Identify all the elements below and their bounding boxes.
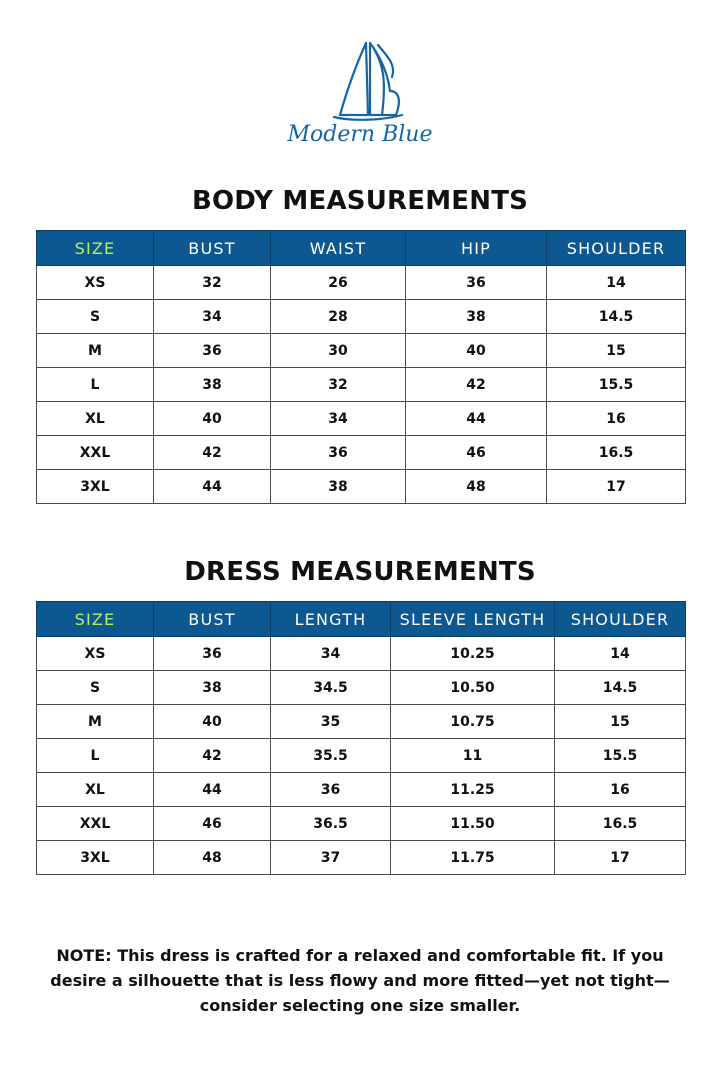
shoulder-cell: 15.5 <box>555 739 686 773</box>
table-row <box>37 266 686 300</box>
column-header-sleeve-length: SLEEVE LENGTH <box>391 602 555 637</box>
size-cell: L <box>37 368 154 402</box>
table-row <box>37 841 686 875</box>
size-cell: 3XL <box>37 841 154 875</box>
bust-cell: 42 <box>154 739 271 773</box>
sailboat-icon <box>270 35 450 155</box>
shoulder-cell: 17 <box>547 470 686 504</box>
table-row <box>37 436 686 470</box>
table-row <box>37 470 686 504</box>
sleeve-length-cell: 10.75 <box>391 705 555 739</box>
bust-cell: 42 <box>154 436 271 470</box>
size-cell: XS <box>37 266 154 300</box>
bust-cell: 38 <box>154 368 271 402</box>
waist-cell: 26 <box>271 266 406 300</box>
bust-cell: 32 <box>154 266 271 300</box>
dress-measurements-title: DRESS MEASUREMENTS <box>184 557 536 587</box>
sleeve-length-cell: 10.50 <box>391 671 555 705</box>
column-header-size: SIZE <box>37 231 154 266</box>
shoulder-cell: 14 <box>555 637 686 671</box>
table-row <box>37 300 686 334</box>
size-cell: S <box>37 300 154 334</box>
size-cell: L <box>37 739 154 773</box>
size-cell: XXL <box>37 807 154 841</box>
shoulder-cell: 14.5 <box>547 300 686 334</box>
brand-name: Modern Blue <box>287 122 433 147</box>
dress-measurements-table <box>36 601 686 875</box>
hip-cell: 38 <box>406 300 547 334</box>
length-cell: 36 <box>271 773 391 807</box>
shoulder-cell: 16.5 <box>547 436 686 470</box>
hip-cell: 36 <box>406 266 547 300</box>
bust-cell: 36 <box>154 637 271 671</box>
length-cell: 35 <box>271 705 391 739</box>
hip-cell: 40 <box>406 334 547 368</box>
shoulder-cell: 16 <box>555 773 686 807</box>
waist-cell: 32 <box>271 368 406 402</box>
table-header-row <box>37 602 686 637</box>
sleeve-length-cell: 11.25 <box>391 773 555 807</box>
body-measurements-title: BODY MEASUREMENTS <box>191 186 529 216</box>
table-row <box>37 739 686 773</box>
length-cell: 34.5 <box>271 671 391 705</box>
shoulder-cell: 14.5 <box>555 671 686 705</box>
sleeve-length-cell: 11.75 <box>391 841 555 875</box>
table-row <box>37 705 686 739</box>
size-cell: 3XL <box>37 470 154 504</box>
bust-cell: 34 <box>154 300 271 334</box>
shoulder-cell: 15 <box>547 334 686 368</box>
sleeve-length-cell: 11 <box>391 739 555 773</box>
length-cell: 37 <box>271 841 391 875</box>
shoulder-cell: 17 <box>555 841 686 875</box>
body-measurements-table <box>36 230 686 504</box>
bust-cell: 46 <box>154 807 271 841</box>
size-cell: XL <box>37 402 154 436</box>
bust-cell: 40 <box>154 705 271 739</box>
table-row <box>37 637 686 671</box>
shoulder-cell: 14 <box>547 266 686 300</box>
waist-cell: 38 <box>271 470 406 504</box>
table-row <box>37 334 686 368</box>
size-cell: S <box>37 671 154 705</box>
length-cell: 36.5 <box>271 807 391 841</box>
column-header-shoulder: SHOULDER <box>547 231 686 266</box>
bust-cell: 38 <box>154 671 271 705</box>
brand-logo <box>270 35 450 155</box>
waist-cell: 30 <box>271 334 406 368</box>
length-cell: 34 <box>271 637 391 671</box>
waist-cell: 28 <box>271 300 406 334</box>
length-cell: 35.5 <box>271 739 391 773</box>
size-cell: XL <box>37 773 154 807</box>
hip-cell: 46 <box>406 436 547 470</box>
size-cell: XXL <box>37 436 154 470</box>
size-cell: XS <box>37 637 154 671</box>
column-header-bust: BUST <box>154 602 271 637</box>
sleeve-length-cell: 10.25 <box>391 637 555 671</box>
bust-cell: 44 <box>154 773 271 807</box>
hip-cell: 48 <box>406 470 547 504</box>
bust-cell: 44 <box>154 470 271 504</box>
fit-note: NOTE: This dress is crafted for a relaxed and comfortable fit. If you desire a silhouette that is less flowy and more fitted—yet not tight—consider selecting one size smaller. <box>50 946 670 1015</box>
hip-cell: 44 <box>406 402 547 436</box>
table-row <box>37 671 686 705</box>
column-header-bust: BUST <box>154 231 271 266</box>
shoulder-cell: 15.5 <box>547 368 686 402</box>
size-cell: M <box>37 334 154 368</box>
shoulder-cell: 15 <box>555 705 686 739</box>
column-header-shoulder: SHOULDER <box>555 602 686 637</box>
hip-cell: 42 <box>406 368 547 402</box>
column-header-length: LENGTH <box>271 602 391 637</box>
table-row <box>37 402 686 436</box>
size-cell: M <box>37 705 154 739</box>
table-header-row <box>37 231 686 266</box>
bust-cell: 36 <box>154 334 271 368</box>
waist-cell: 36 <box>271 436 406 470</box>
shoulder-cell: 16.5 <box>555 807 686 841</box>
table-row <box>37 773 686 807</box>
sleeve-length-cell: 11.50 <box>391 807 555 841</box>
table-row <box>37 368 686 402</box>
table-row <box>37 807 686 841</box>
bust-cell: 48 <box>154 841 271 875</box>
bust-cell: 40 <box>154 402 271 436</box>
column-header-size: SIZE <box>37 602 154 637</box>
column-header-hip: HIP <box>406 231 547 266</box>
waist-cell: 34 <box>271 402 406 436</box>
shoulder-cell: 16 <box>547 402 686 436</box>
column-header-waist: WAIST <box>271 231 406 266</box>
